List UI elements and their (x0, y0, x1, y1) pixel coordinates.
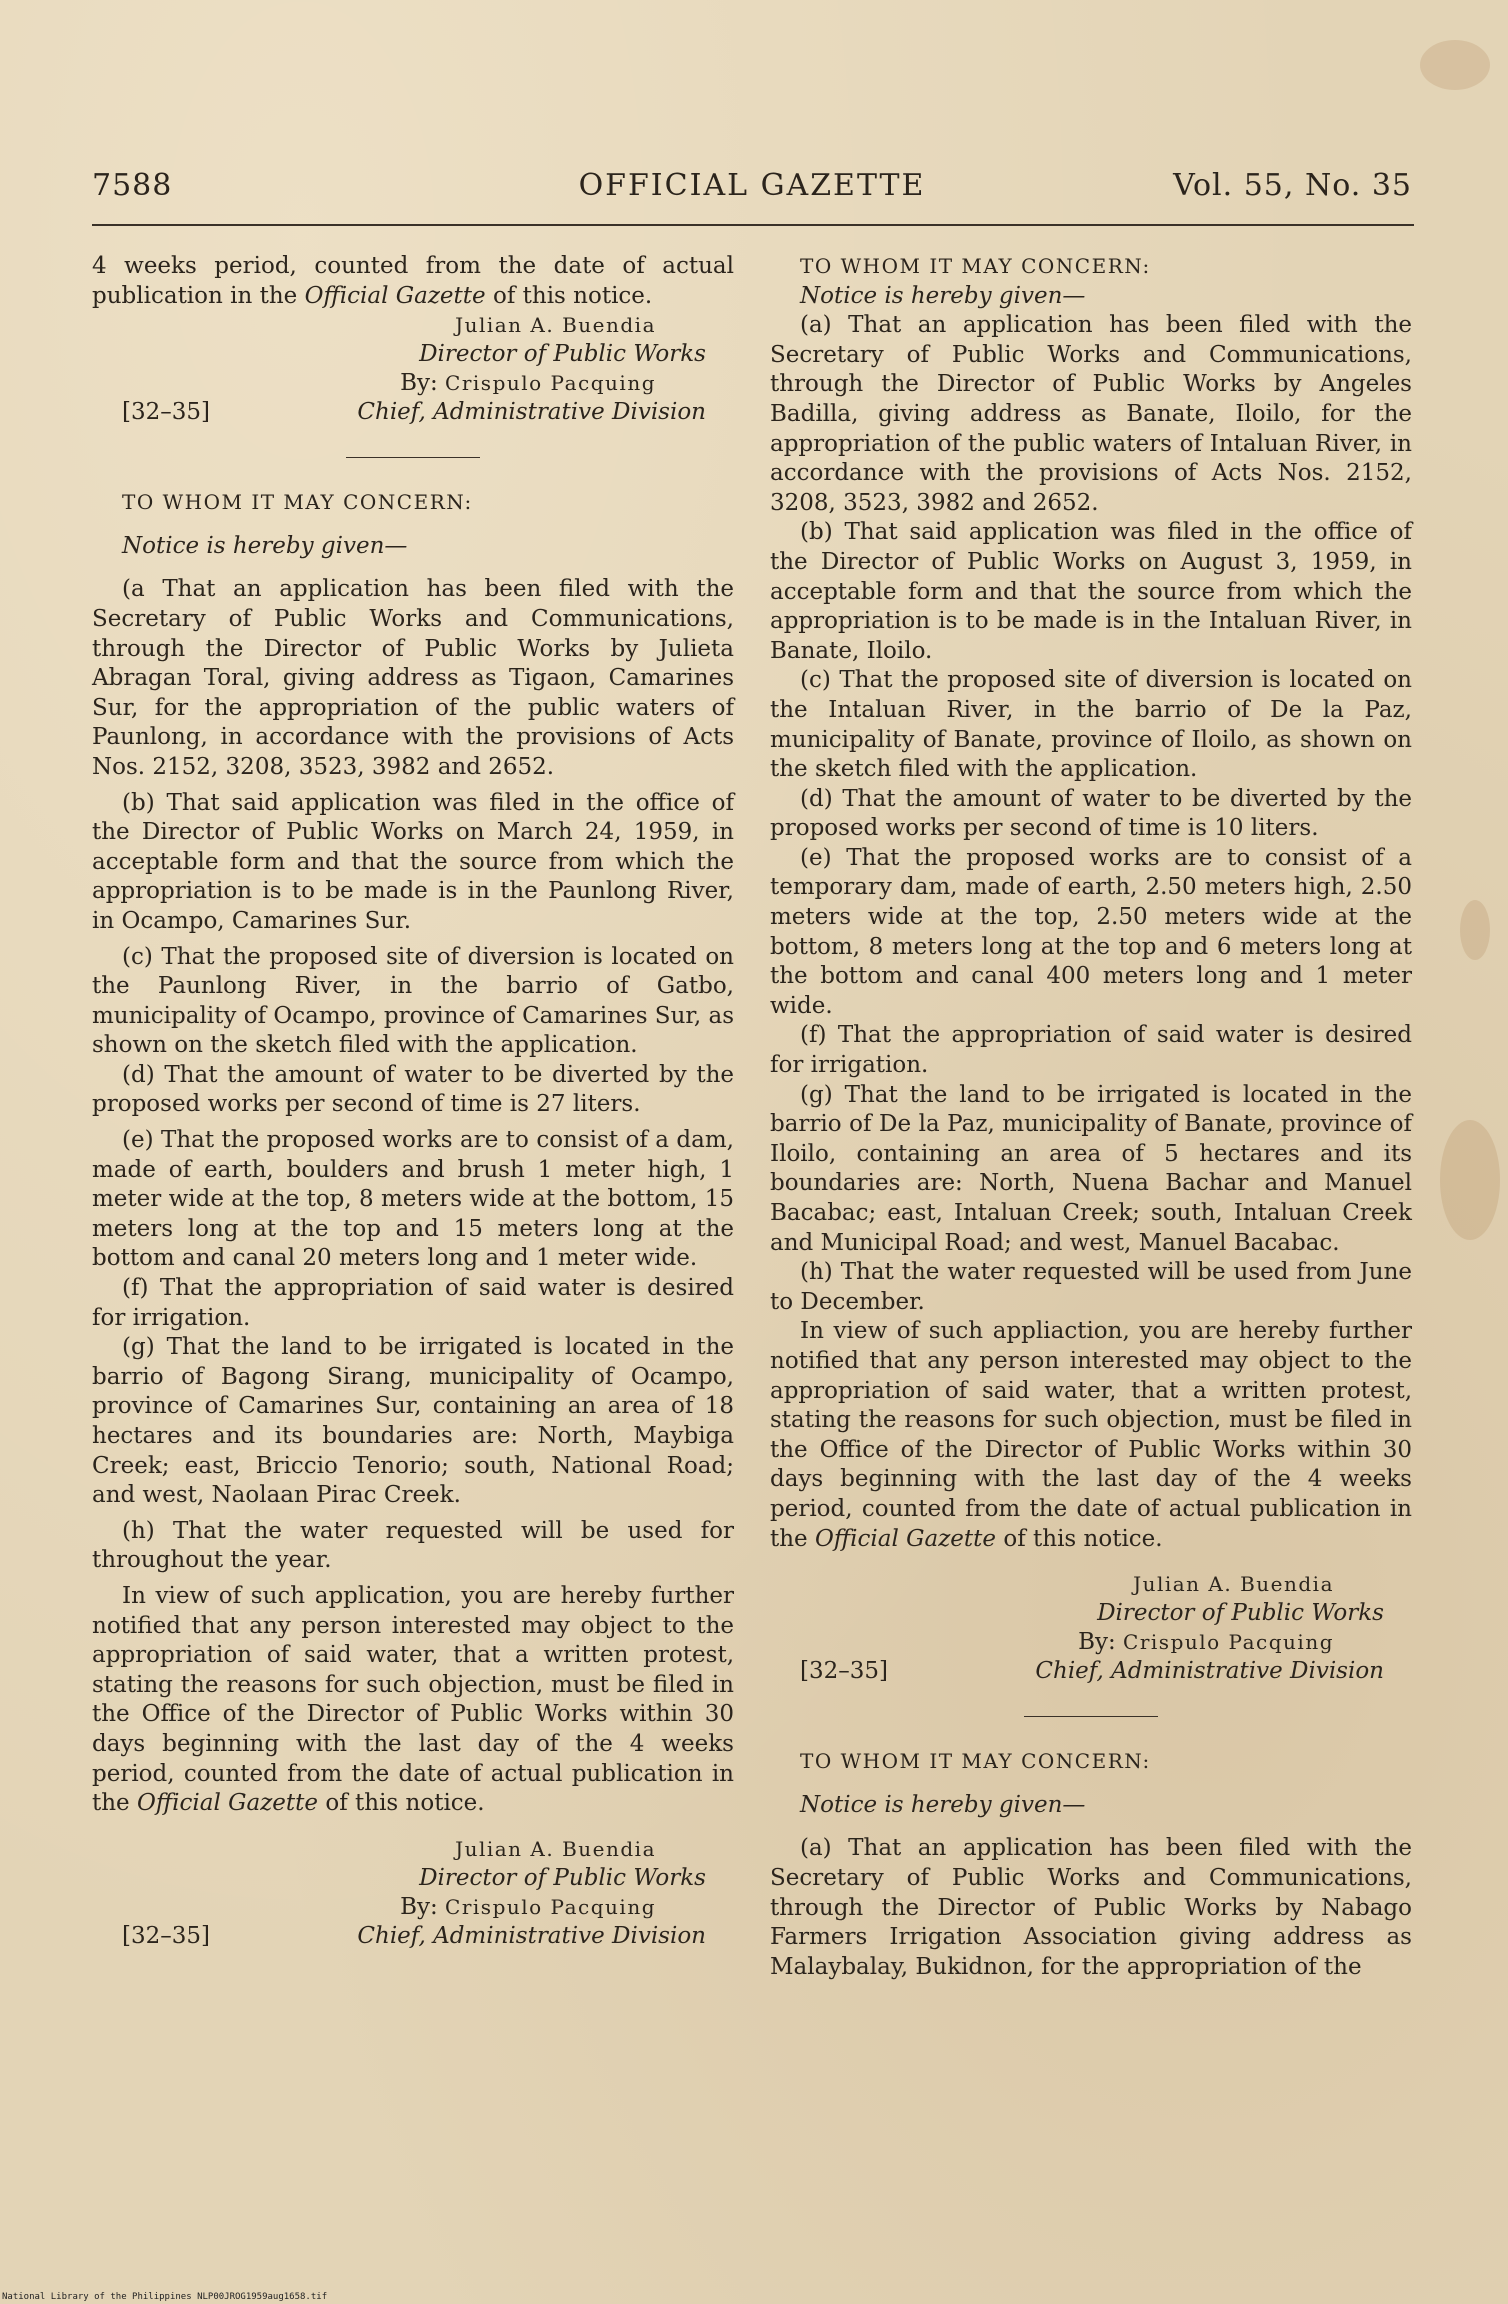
notice-paragraph-e: (e) That the proposed works are to consist of a temporary dam, made of earth, 2.50 meters high, 2.50 meters wide at the top, 2.50 meters wide at the bottom, 8 meters long at the top and 6 meters long at the bottom and canal 400 meters long and 1 meter wide. (770, 844, 1412, 1019)
notice-intro: Notice is hereby given— (800, 282, 1086, 309)
signature-block (92, 311, 734, 429)
by-line: By: Crispulo Pacquing (400, 1893, 656, 1920)
notice-heading: TO WHOM IT MAY CONCERN: (800, 254, 1151, 278)
notice-paragraph-a: (a) That an application has been filed with the Secretary of Public Works and Communications, through the Director of Public Works by Nabago Farmers Irrigation Association giving address as Malaybalay, Bukidnon, for the appropriation of the (770, 1835, 1412, 1980)
page-header (92, 168, 1412, 212)
notice-paragraph-c: (c) That the proposed site of diversion is located on the Paunlong River, in the barrio of Gatbo, municipality of Ocampo, province of Camarines Sur, as shown on the sketch filed with the application. (92, 943, 734, 1059)
left-column (92, 252, 734, 1953)
notice-paragraph-f: (f) That the appropriation of said water is desired for irrigation. (92, 1275, 734, 1331)
signature-block (92, 1835, 734, 1953)
paper-stain (1460, 900, 1490, 960)
chief-title: Chief, Administrative Division (357, 1922, 706, 1949)
notice-paragraph-d: (d) That the amount of water to be diverted by the proposed works per second of time is 10 liters. (770, 785, 1412, 842)
notice-paragraph-g: (g) That the land to be irrigated is located in the barrio of De la Paz, municipality of Banate, province of Iloilo, containing an area of 5 hectares and its boundaries are: North, Nuena Bachar and Manuel Bacabac; east, Intaluan Creek; south, Intaluan Creek and Municipal Road; and west, Manuel Bacabac. (770, 1081, 1412, 1256)
notice-heading: TO WHOM IT MAY CONCERN: (122, 490, 473, 515)
right-column (770, 252, 1412, 1982)
notice-paragraph-h: (h) That the water requested will be used from June to December. (770, 1259, 1412, 1315)
chief-title: Chief, Administrative Division (357, 399, 706, 426)
volume-number: Vol. 55, No. 35 (1173, 168, 1412, 203)
page-number: 7588 (92, 168, 173, 203)
section-divider (346, 457, 480, 458)
signatory-name: Julian A. Buendia (455, 313, 656, 338)
notice-paragraph-f: (f) That the appropriation of said water is desired for irrigation. (770, 1022, 1412, 1079)
signatory-name: Julian A. Buendia (455, 1836, 656, 1861)
notice-paragraph-a: (a) That an application has been filed with the Secretary of Public Works and Communications, through the Director of Public Works by Angeles Badilla, giving address as Banate, Iloilo, for the appropriation of the public waters of Intaluan River, in accordance with the provisions of Acts Nos. 2152, 3208, 3523, 3982 and 2652. (770, 312, 1412, 516)
signatory-name: Julian A. Buendia (1133, 1572, 1334, 1597)
continued-paragraph: 4 weeks period, counted from the date of actual publication in the Official Gazette of this notice. (92, 253, 734, 309)
issue-range: [32–35] (122, 1922, 210, 1949)
issue-range: [32–35] (800, 1658, 888, 1685)
paper-stain (1440, 1120, 1500, 1240)
notice-paragraph-view: In view of such appliaction, you are hereby further notified that any person interested may object to the appropriation of said water, that a written protest, stating the reasons for such objection, must be filed in the Office of the Director of Public Works within 30 days beginning with the last day of the 4 weeks period, counted from the date of actual publication in the Official Gazette of this notice. (770, 1318, 1412, 1552)
notice-paragraph-view: In view of such application, you are hereby further notified that any person interested may object to the appropriation of said water, that a written protest, stating the reasons for such objection, must be filed in the Office of the Director of Public Works within 30 days beginning with the last day of the 4 weeks period, counted from the date of actual publication in the Official Gazette of this notice. (92, 1582, 734, 1817)
notice-heading: TO WHOM IT MAY CONCERN: (800, 1749, 1151, 1774)
issue-range: [32–35] (122, 399, 210, 426)
section-divider (1024, 1716, 1158, 1717)
signatory-title: Director of Public Works (419, 1864, 706, 1891)
notice-paragraph-b: (b) That said application was filed in the office of the Director of Public Works on March 24, 1959, in acceptable form and that the source from which the appropriation is to be made is in the Paunlong River, in Ocampo, Camarines Sur. (92, 789, 734, 934)
paper-stain (1420, 40, 1490, 90)
notice-paragraph-g: (g) That the land to be irrigated is located in the barrio of Bagong Sirang, municipality of Ocampo, province of Camarines Sur, containing an area of 18 hectares and its boundaries are: North, Maybiga Creek; east, Briccio Tenorio; south, National Road; and west, Naolaan Pirac Creek. (92, 1334, 734, 1509)
chief-title: Chief, Administrative Division (1035, 1658, 1384, 1685)
scan-footer: National Library of the Philippines NLP00JROG1959aug1658.tif (2, 2292, 328, 2302)
notice-paragraph-h: (h) That the water requested will be used for throughout the year. (92, 1517, 734, 1574)
signature-block (770, 1570, 1412, 1688)
notice-paragraph-d: (d) That the amount of water to be diverted by the proposed works per second of time is 27 liters. (92, 1061, 734, 1118)
notice-intro: Notice is hereby given— (122, 532, 408, 559)
by-line: By: Crispulo Pacquing (400, 370, 656, 397)
signatory-title: Director of Public Works (1097, 1600, 1384, 1627)
notice-paragraph-a: (a That an application has been filed with the Secretary of Public Works and Communications, through the Director of Public Works by Julieta Abragan Toral, giving address as Tigaon, Camarines Sur, for the appropriation of the public waters of Paunlong, in accordance with the provisions of Acts Nos. 2152, 3208, 3523, 3982 and 2652. (92, 576, 734, 780)
notice-paragraph-e: (e) That the proposed works are to consist of a dam, made of earth, boulders and brush 1 meter high, 1 meter wide at the top, 8 meters wide at the bottom, 15 meters long at the top and 15 meters long at the bottom and canal 20 meters long and 1 meter wide. (92, 1127, 734, 1272)
header-rule (92, 224, 1414, 226)
notice-paragraph-b: (b) That said application was filed in the office of the Director of Public Works on August 3, 1959, in acceptable form and that the source from which the appropriation is to be made is in the Intaluan River, in Banate, Iloilo. (770, 519, 1412, 664)
signatory-title: Director of Public Works (419, 341, 706, 368)
notice-paragraph-c: (c) That the proposed site of diversion is located on the Intaluan River, in the barrio of De la Paz, municipality of Banate, province of Iloilo, as shown on the sketch filed with the application. (770, 667, 1412, 783)
publication-title: OFFICIAL GAZETTE (578, 168, 926, 203)
by-line: By: Crispulo Pacquing (1078, 1629, 1334, 1656)
notice-intro: Notice is hereby given— (800, 1791, 1086, 1818)
